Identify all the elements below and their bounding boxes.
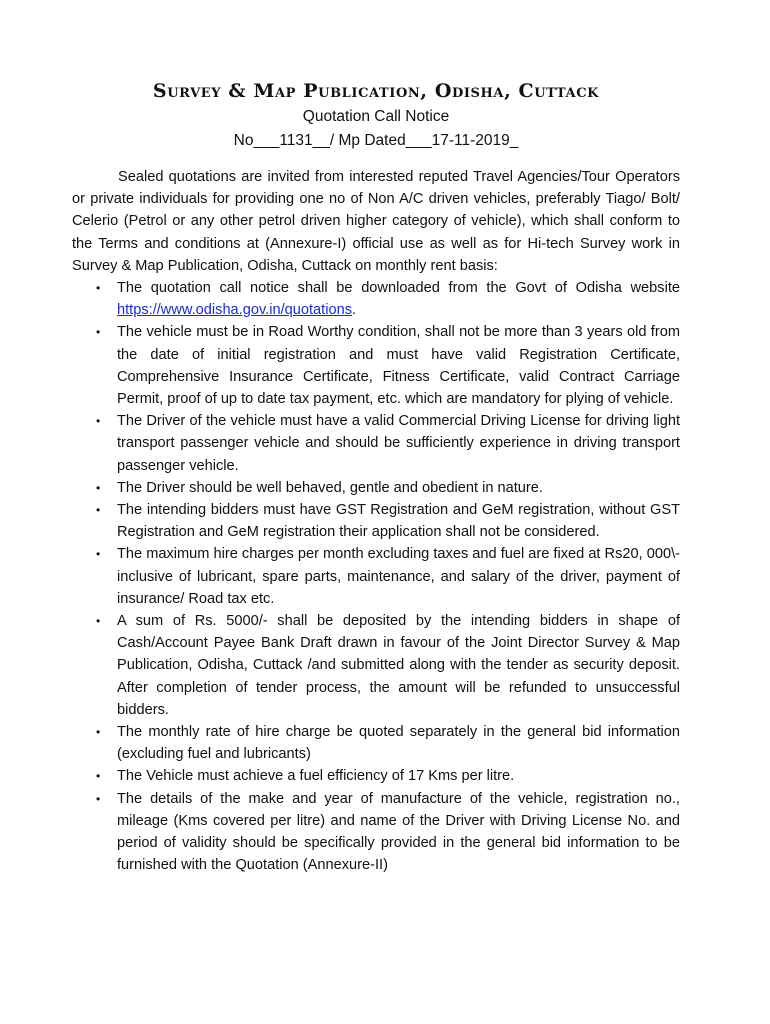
condition-item-1 [72,277,680,321]
condition-item-9 [72,765,680,787]
bullet-icon: • [96,325,101,340]
notice-number: No___1131__/ Mp Dated___17-11-2019_ [233,132,519,149]
notice-subtitle: Quotation Call Notice [302,108,450,125]
condition-text: The intending bidders must have GST Registration and GeM registration, without GST Registration and GeM registration their application shall not be considered. [117,502,680,541]
bullet-icon: • [96,547,101,562]
bullet-icon: • [96,281,101,296]
bullet-icon: • [96,791,101,806]
bullet-icon: • [96,725,101,740]
conditions-list [72,277,680,876]
bullet-icon: • [96,769,101,784]
condition-item-4 [72,477,680,499]
intro-paragraph: Sealed quotations are invited from interested reputed Travel Agencies/Tour Operators or private individuals for providing one no of Non A/C driven vehicles, preferably Tiago/ Bolt/ Celerio (Petrol or any other petrol driven higher category of vehicle), which shall conform to the Terms and conditions at (Annexure-I) official use as well as for Hi-tech Survey work in Survey & Map Publication, Odisha, Cuttack on monthly rent basis: [72,169,680,274]
quotations-website-link[interactable]: https://www.odisha.gov.in/quotations [117,302,352,319]
bullet-icon: • [96,480,101,495]
condition-text: The monthly rate of hire charge be quoted separately in the general bid information (excluding fuel and lubricants) [117,724,680,763]
condition-item-7 [72,610,680,721]
condition-item-5 [72,499,680,543]
condition-text: A sum of Rs. 5000/- shall be deposited by the intending bidders in shape of Cash/Account Payee Bank Draft drawn in favour of the Joint Director Survey & Map Publication, Odisha, Cuttack /and submitted along with the tender as security deposit. After completion of tender process, the amount will be refunded to unsuccessful bidders. [117,613,680,718]
condition-text: The quotation call notice shall be downloaded from the Govt of Odisha website [117,280,680,297]
bullet-icon: • [96,503,101,518]
condition-text: The details of the make and year of manufacture of the vehicle, registration no., mileage (Kms covered per litre) and name of the Driver with Driving License No. and period of validity should be specifically provided in the general bid information to be furnished with the Quotation (Annexure-II) [117,790,680,874]
condition-text: The maximum hire charges per month excluding taxes and fuel are fixed at Rs20, 000\- inclusive of lubricant, spare parts, maintenance, and salary of the driver, payment of insurance/ Road tax etc. [117,546,680,607]
condition-item-2 [72,321,680,410]
condition-item-10 [72,788,680,877]
bullet-icon: • [96,614,101,629]
office-title: Survey & Map Publication, Odisha, Cuttack [152,80,600,102]
bullet-icon: • [96,414,101,429]
condition-item-8 [72,721,680,765]
condition-text-end: . [352,302,357,319]
condition-item-3 [72,410,680,477]
condition-text: The Driver of the vehicle must have a valid Commercial Driving License for driving light transport passenger vehicle and should be sufficiently experience in driving transport passenger vehicle. [117,413,680,474]
condition-text: The Driver should be well behaved, gentle and obedient in nature. [117,479,543,496]
condition-text: The vehicle must be in Road Worthy condition, shall not be more than 3 years old from the date of initial registration and must have valid Registration Certificate, Comprehensive Insurance Certificate, Fitness Certificate, valid Contract Carriage Permit, proof of up to date tax payment, etc. which are mandatory for plying of vehicle. [117,324,680,408]
condition-item-6 [72,543,680,610]
condition-text: The Vehicle must achieve a fuel efficiency of 17 Kms per litre. [117,768,515,785]
document-page [72,78,680,877]
